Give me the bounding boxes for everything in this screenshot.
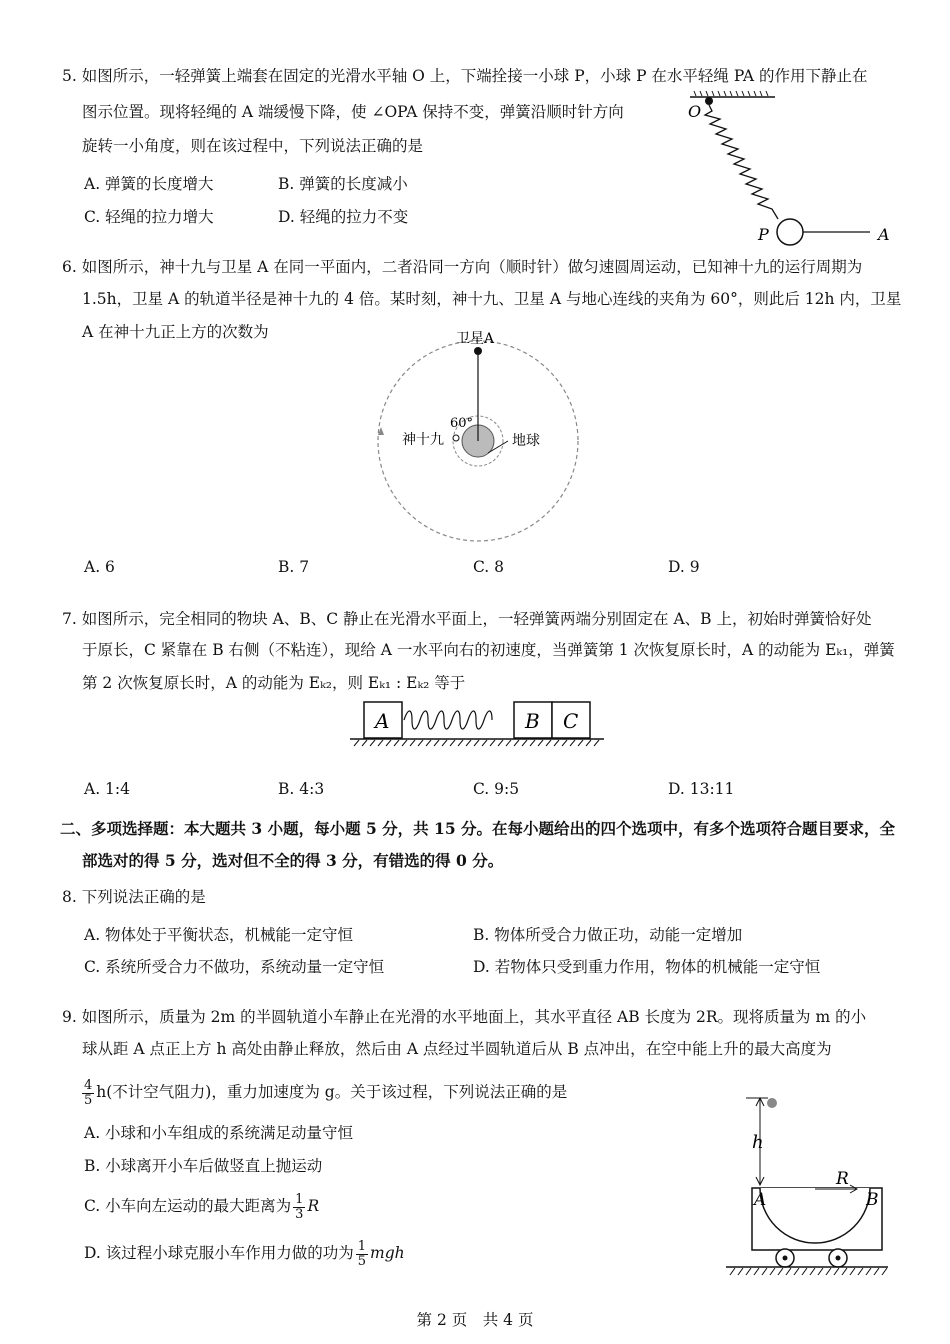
q5-option-a: A. 弹簧的长度增大 bbox=[84, 175, 214, 193]
q7-option-a: A. 1:4 bbox=[84, 780, 130, 798]
q8-stem: 8. 下列说法正确的是 bbox=[62, 888, 206, 906]
q5-label-p: P bbox=[758, 225, 769, 244]
q9-label-h: h bbox=[752, 1132, 764, 1153]
q8-option-d: D. 若物体只受到重力作用，物体的机械能一定守恒 bbox=[473, 958, 821, 976]
q9-label-b: B bbox=[866, 1190, 879, 1210]
q9-stem-line3 bbox=[80, 1076, 567, 1108]
q9-stem-line1: 9. 如图所示，质量为 2m 的半圆轨道小车静止在光滑的水平地面上，其水平直径 AB 长度为 2R。现将质量为 m 的小 bbox=[62, 1008, 867, 1026]
q9-label-r: R bbox=[836, 1169, 849, 1189]
section2-heading-line2: 部选对的得 5 分，选对但不全的得 3 分，有错选的得 0 分。 bbox=[82, 851, 504, 870]
q6-label-satellite: 卫星A bbox=[456, 331, 495, 347]
q7-label-a: A bbox=[375, 709, 390, 733]
q6-option-b: B. 7 bbox=[278, 558, 310, 576]
q6-label-angle: 60° bbox=[450, 416, 474, 431]
q7-stem-line1: 7. 如图所示，完全相同的物块 A、B、C 静止在光滑水平面上，一轻弹簧两端分别固定在 A、B 上，初始时弹簧恰好处 bbox=[62, 610, 872, 628]
page-footer: 第 2 页 共 4 页 bbox=[416, 1311, 534, 1329]
q6-option-a: A. 6 bbox=[84, 558, 115, 576]
fraction-1-3: $\frac{1}{3}$ bbox=[295, 1191, 304, 1222]
q5-stem-line1: 5. 如图所示，一轻弹簧上端套在固定的光滑水平轴 O 上，下端拴接一小球 P，小球 P 在水平轻绳 PA 的作用下静止在 bbox=[62, 67, 868, 85]
q9-cart-figure bbox=[720, 1090, 895, 1285]
q7-option-d: D. 13:11 bbox=[668, 780, 735, 798]
q7-blocks-figure bbox=[348, 698, 608, 748]
q6-option-c: C. 8 bbox=[473, 558, 505, 576]
q8-option-b: B. 物体所受合力做正功，动能一定增加 bbox=[473, 926, 743, 944]
q5-option-c: C. 轻绳的拉力增大 bbox=[84, 208, 214, 226]
q5-spring-figure bbox=[660, 85, 900, 250]
q7-stem-line2: 于原长，C 紧靠在 B 右侧（不粘连），现给 A 一水平向右的初速度，当弹簧第 1 次恢复原长时，A 的动能为 Eₖ₁，弹簧 bbox=[82, 641, 895, 659]
fraction-4-5: $\frac{4}{5}$ bbox=[84, 1077, 93, 1108]
q7-stem-line3: 第 2 次恢复原长时，A 的动能为 Eₖ₂，则 Eₖ₁ : Eₖ₂ 等于 bbox=[82, 674, 466, 692]
q7-label-b: B bbox=[525, 709, 540, 733]
q7-option-b: B. 4:3 bbox=[278, 780, 325, 798]
q6-label-shenzhou: 神十九 bbox=[402, 432, 444, 448]
q6-stem-line1: 6. 如图所示，神十九与卫星 A 在同一平面内，二者沿同一方向（顺时针）做匀速圆周运动，已知神十九的运行周期为 bbox=[62, 258, 863, 276]
q6-orbit-figure bbox=[370, 325, 590, 555]
q9-option-b: B. 小球离开小车后做竖直上抛运动 bbox=[84, 1157, 323, 1175]
q9-stem-line3-text: h(不计空气阻力)，重力加速度为 g。关于该过程，下列说法正确的是 bbox=[96, 1083, 568, 1101]
fraction-1-5: $\frac{1}{5}$ bbox=[357, 1238, 367, 1269]
q9-label-a: A bbox=[754, 1190, 767, 1210]
q9-option-a: A. 小球和小车组成的系统满足动量守恒 bbox=[84, 1124, 354, 1142]
q6-label-earth: 地球 bbox=[512, 433, 540, 449]
q8-option-c: C. 系统所受合力不做功，系统动量一定守恒 bbox=[84, 958, 385, 976]
q9-stem-line2: 球从距 A 点正上方 h 高处由静止释放，然后由 A 点经过半圆轨道后从 B 点冲出，在空中能上升的最大高度为 bbox=[82, 1040, 832, 1058]
section2-heading-line1: 二、多项选择题：本大题共 3 小题，每小题 5 分，共 15 分。在每小题给出的四个选项中，有多个选项符合题目要求，全 bbox=[60, 819, 896, 838]
q6-stem-line2: 1.5h，卫星 A 的轨道半径是神十九的 4 倍。某时刻，神十九、卫星 A 与地心连线的夹角为 60°，则此后 12h 内，卫星 bbox=[82, 290, 902, 308]
q5-stem-line2: 图示位置。现将轻绳的 A 端缓慢下降，使 ∠OPA 保持不变，弹簧沿顺时针方向 bbox=[82, 103, 624, 121]
q5-option-d: D. 轻绳的拉力不变 bbox=[278, 208, 409, 226]
q9-option-d: D. 该过程小球克服小车作用力做的功为 $\frac{1}{5}$ mgh bbox=[84, 1238, 405, 1269]
q7-label-c: C bbox=[563, 709, 579, 733]
q5-label-a: A bbox=[878, 225, 890, 244]
q5-label-o: O bbox=[688, 102, 702, 121]
q5-stem-line3: 旋转一小角度，则在该过程中，下列说法正确的是 bbox=[82, 137, 424, 155]
q6-option-d: D. 9 bbox=[668, 558, 700, 576]
q6-stem-line3: A 在神十九正上方的次数为 bbox=[82, 323, 269, 341]
q5-option-b: B. 弹簧的长度减小 bbox=[278, 175, 408, 193]
q8-option-a: A. 物体处于平衡状态，机械能一定守恒 bbox=[84, 926, 354, 944]
q9-option-c: C. 小车向左运动的最大距离为 $\frac{1}{3}$ R bbox=[84, 1191, 320, 1222]
q7-option-c: C. 9:5 bbox=[473, 780, 520, 798]
